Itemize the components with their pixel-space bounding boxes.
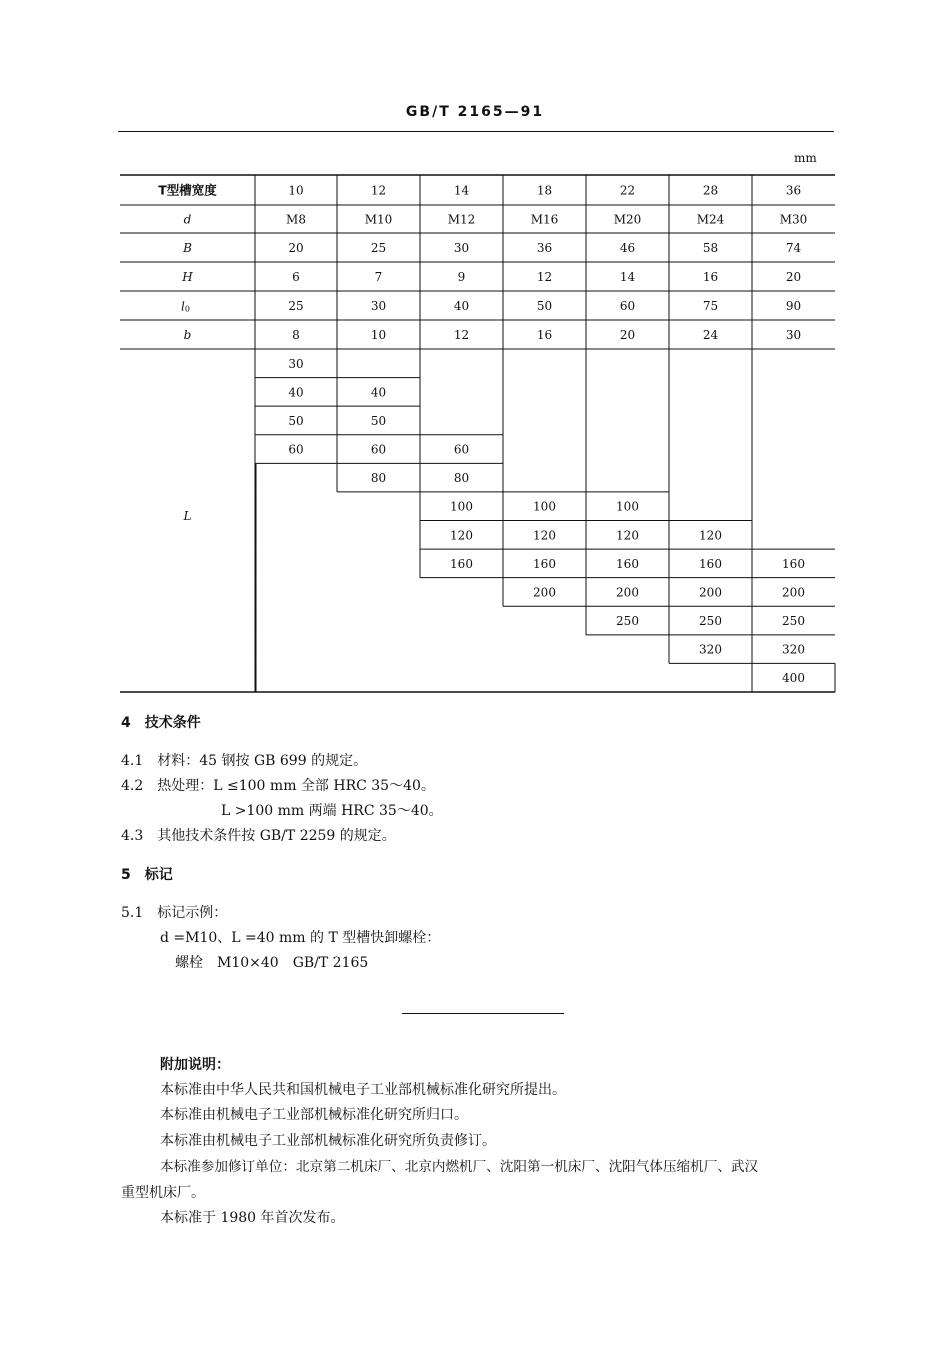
row-label-b: b xyxy=(183,328,192,342)
notes-line-1: 本标准由中华人民共和国机械电子工业部机械标准化研究所提出。 xyxy=(160,1082,566,1098)
cell-slot-widths-7: 36 xyxy=(785,183,802,198)
cell-L-2-2: 40 xyxy=(370,385,387,400)
cell-L-4-1: 60 xyxy=(288,442,304,457)
row-label-H: H xyxy=(182,270,193,284)
cell-l0-2: 30 xyxy=(370,299,387,313)
cell-d-3: M12 xyxy=(447,212,476,227)
cell-slot-widths-2: 12 xyxy=(370,183,387,198)
cell-slot-widths-4: 18 xyxy=(536,183,553,198)
cell-H-5: 14 xyxy=(619,270,636,284)
cell-L-3-1: 50 xyxy=(288,413,304,428)
cell-l0-4: 50 xyxy=(536,299,553,313)
cell-H-1: 6 xyxy=(292,270,300,284)
cell-L-10-7: 250 xyxy=(782,614,805,629)
row-label-slot-width: T型槽宽度 xyxy=(158,182,217,198)
cell-L-6-4: 100 xyxy=(533,499,556,514)
section-4-heading: 4 技术条件 xyxy=(121,715,201,731)
cell-L-5-2: 80 xyxy=(370,471,387,486)
cell-L-8-4: 160 xyxy=(533,556,556,571)
notes-line-6: 本标准于 1980 年首次发布。 xyxy=(160,1210,345,1226)
section-5-heading: 5 标记 xyxy=(121,867,173,883)
cell-l0-1: 25 xyxy=(288,299,304,313)
cell-L-7-3: 120 xyxy=(450,528,473,543)
item-4-2: 4.2 热处理：L ≤100 mm 全部 HRC 35～40。 xyxy=(121,778,435,794)
notes-line-4: 本标准参加修订单位：北京第二机床厂、北京内燃机厂、沈阳第一机床厂、沈阳气体压缩机厂、武汉 xyxy=(160,1159,759,1175)
cell-d-7: M30 xyxy=(779,212,808,227)
row-label-L: L xyxy=(183,509,192,523)
cell-B-5: 46 xyxy=(619,241,636,255)
cell-l0-3: 40 xyxy=(453,299,470,313)
separator-rule xyxy=(402,1013,564,1014)
cell-d-1: M8 xyxy=(286,212,306,227)
cell-b-1: 8 xyxy=(292,328,300,342)
marking-example: 螺栓 M10×40 GB/T 2165 xyxy=(175,955,369,971)
cell-B-3: 30 xyxy=(453,241,470,255)
cell-b-5: 20 xyxy=(619,328,636,342)
cell-L-9-7: 200 xyxy=(782,585,805,600)
cell-L-11-7: 320 xyxy=(782,642,805,657)
cell-L-9-4: 200 xyxy=(533,585,556,600)
item-4-1: 4.1 材料：45 钢按 GB 699 的规定。 xyxy=(121,753,368,769)
cell-L-12-7: 400 xyxy=(782,671,805,686)
item-4-2-continued: L >100 mm 两端 HRC 35～40。 xyxy=(221,803,443,819)
notes-line-2: 本标准由机械电子工业部机械标准化研究所归口。 xyxy=(160,1107,468,1123)
row-label-l0-base: l xyxy=(181,299,185,313)
notes-line-5: 重型机床厂。 xyxy=(121,1185,205,1201)
cell-L-2-1: 40 xyxy=(288,385,304,400)
item-4-3: 4.3 其他技术条件按 GB/T 2259 的规定。 xyxy=(121,828,396,844)
cell-L-7-6: 120 xyxy=(699,528,722,543)
cell-B-1: 20 xyxy=(288,241,304,255)
cell-b-4: 16 xyxy=(536,328,553,342)
cell-slot-widths-6: 28 xyxy=(702,183,719,198)
notes-heading: 附加说明： xyxy=(160,1057,230,1073)
row-label-l0 xyxy=(181,299,190,314)
row-label-l0-subscript: 0 xyxy=(184,304,190,314)
marking-example-description: d =M10、L =40 mm 的 T 型槽快卸螺栓： xyxy=(160,930,441,946)
cell-b-7: 30 xyxy=(785,328,802,342)
cell-l0-5: 60 xyxy=(619,299,636,313)
cell-slot-widths-5: 22 xyxy=(619,183,636,198)
cell-l0-6: 75 xyxy=(702,299,719,313)
cell-b-6: 24 xyxy=(702,328,719,342)
cell-b-3: 12 xyxy=(453,328,470,342)
cell-H-7: 20 xyxy=(785,270,802,284)
cell-L-1-1: 30 xyxy=(288,356,304,371)
cell-L-8-3: 160 xyxy=(450,556,473,571)
cell-H-3: 9 xyxy=(457,270,466,284)
cell-L-7-5: 120 xyxy=(616,528,639,543)
cell-H-2: 7 xyxy=(374,270,383,284)
cell-L-4-3: 60 xyxy=(453,442,470,457)
cell-L-3-2: 50 xyxy=(370,413,387,428)
row-label-d: d xyxy=(183,212,192,227)
notes-line-3: 本标准由机械电子工业部机械标准化研究所负责修订。 xyxy=(160,1133,496,1149)
standard-number-header: GB/T 2165—91 xyxy=(405,104,545,120)
cell-L-7-4: 120 xyxy=(533,528,556,543)
cell-L-11-6: 320 xyxy=(699,642,722,657)
cell-d-2: M10 xyxy=(364,212,393,227)
row-label-B: B xyxy=(183,241,192,255)
cell-B-7: 74 xyxy=(785,241,802,255)
table-grid xyxy=(120,175,835,692)
table-unit: mm xyxy=(794,151,817,165)
cell-d-6: M24 xyxy=(696,212,725,227)
cell-H-4: 12 xyxy=(536,270,553,284)
cell-L-4-2: 60 xyxy=(370,442,387,457)
cell-d-5: M20 xyxy=(613,212,642,227)
cell-L-6-3: 100 xyxy=(450,499,473,514)
cell-L-8-5: 160 xyxy=(616,556,639,571)
cell-L-8-6: 160 xyxy=(699,556,722,571)
cell-L-9-5: 200 xyxy=(616,585,639,600)
cell-d-4: M16 xyxy=(530,212,559,227)
cell-L-6-5: 100 xyxy=(616,499,639,514)
cell-B-2: 25 xyxy=(370,241,387,255)
cell-L-9-6: 200 xyxy=(699,585,722,600)
cell-L-10-5: 250 xyxy=(616,614,639,629)
item-5-1: 5.1 标记示例： xyxy=(121,905,228,921)
cell-L-10-6: 250 xyxy=(699,614,722,629)
cell-B-4: 36 xyxy=(536,241,553,255)
cell-l0-7: 90 xyxy=(785,299,802,313)
cell-L-5-3: 80 xyxy=(453,471,470,486)
cell-B-6: 58 xyxy=(702,241,719,255)
cell-slot-widths-1: 10 xyxy=(288,183,304,198)
cell-slot-widths-3: 14 xyxy=(453,183,470,198)
cell-L-8-7: 160 xyxy=(782,556,805,571)
cell-b-2: 10 xyxy=(370,328,387,342)
cell-H-6: 16 xyxy=(702,270,719,284)
